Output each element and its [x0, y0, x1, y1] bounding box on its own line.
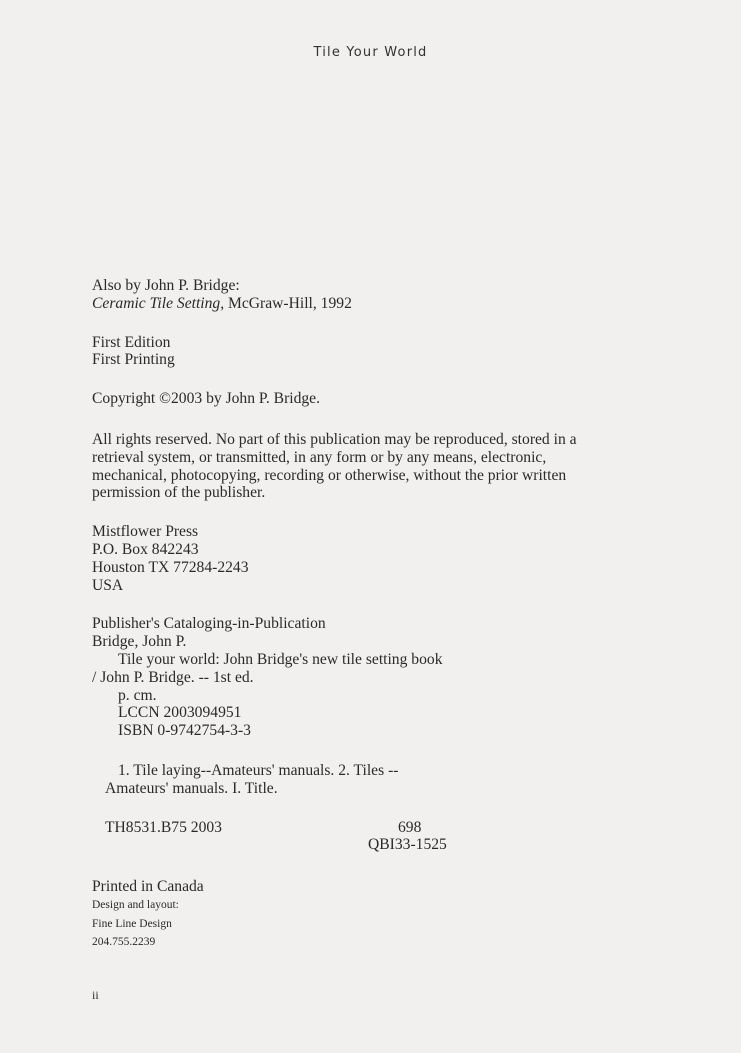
cip-title-line-1: Tile your world: John Bridge's new tile setting book	[118, 650, 443, 668]
also-by-block	[92, 277, 692, 313]
rights-line-4: permission of the publisher.	[92, 484, 266, 502]
page-number: ii	[92, 988, 99, 1002]
rights-line-2: retrieval system, or transmitted, in any form or by any means, electronic,	[92, 448, 547, 466]
cip-qbi: QBI33-1525	[368, 836, 447, 854]
also-by-book-publisher: McGraw-Hill, 1992	[224, 294, 352, 312]
edition-line: First Edition	[92, 333, 171, 351]
cip-subjects-block	[92, 762, 692, 798]
publisher-country: USA	[92, 576, 124, 594]
cip-call-number: TH8531.B75 2003	[105, 818, 222, 836]
copyright-block	[92, 390, 692, 408]
rights-line-3: mechanical, photocopying, recording or otherwise, without the prior written	[92, 466, 567, 484]
also-by-heading: Also by John P. Bridge:	[92, 277, 240, 294]
design-credits	[92, 896, 179, 952]
cip-dewey: 698	[398, 818, 422, 836]
cip-isbn: ISBN 0-9742754-3-3	[118, 722, 251, 740]
publisher-po-box: P.O. Box 842243	[92, 540, 199, 558]
edition-block	[92, 334, 692, 370]
copyright-page-body	[92, 277, 692, 895]
credits-label: Design and layout:	[92, 899, 179, 911]
cip-author: Bridge, John P.	[92, 633, 187, 651]
cip-pages: p. cm.	[118, 686, 157, 704]
printed-in-block	[92, 878, 692, 896]
credits-phone: 204.755.2239	[92, 936, 156, 949]
publisher-address-block	[92, 523, 692, 594]
also-by-book	[92, 295, 692, 313]
printed-in-line: Printed in Canada	[92, 877, 204, 895]
cip-block	[92, 615, 692, 740]
cip-title-line-2: / John P. Bridge. -- 1st ed.	[92, 668, 254, 686]
cip-lccn: LCCN 2003094951	[118, 704, 242, 722]
copyright-line: Copyright ©2003 by John P. Bridge.	[92, 390, 321, 408]
printing-line: First Printing	[92, 351, 175, 369]
cip-subjects-line-1: 1. Tile laying--Amateurs' manuals. 2. Tiles --	[118, 761, 399, 779]
rights-line-1: All rights reserved. No part of this publication may be reproduced, stored in a	[92, 430, 577, 448]
also-by-book-title: Ceramic Tile Setting,	[92, 294, 225, 312]
credits-designer: Fine Line Design	[92, 917, 172, 930]
publisher-city: Houston TX 77284-2243	[92, 558, 249, 576]
publisher-name: Mistflower Press	[92, 523, 199, 541]
cip-subjects-line-2: Amateurs' manuals. I. Title.	[105, 779, 278, 797]
cip-classification-block	[92, 819, 692, 855]
cip-heading: Publisher's Cataloging-in-Publication	[92, 615, 326, 633]
running-head: Tile Your World	[313, 45, 428, 60]
rights-block	[92, 431, 692, 502]
